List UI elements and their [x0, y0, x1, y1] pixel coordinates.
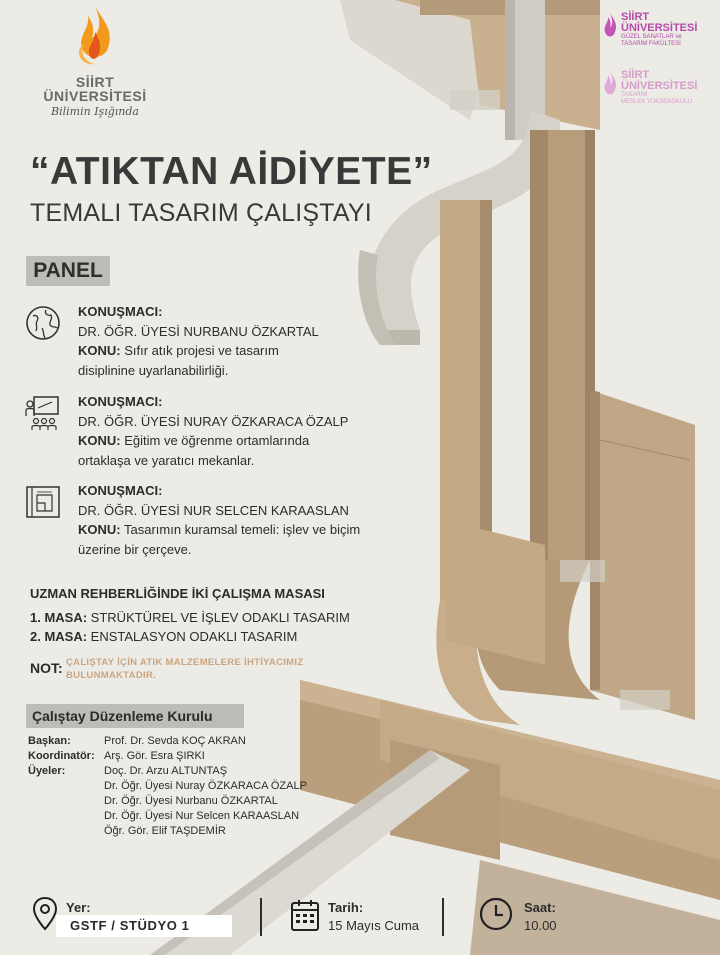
workshop-table-2	[30, 627, 297, 646]
topic-text: Eğitim ve öğrenme ortamlarında	[120, 433, 310, 448]
committee-row	[28, 764, 328, 779]
date-value: 15 Mayıs Cuma	[328, 918, 420, 933]
panel-heading: PANEL	[26, 256, 110, 286]
university-logo	[40, 4, 150, 118]
speaker-role: KONUŞMACI:	[78, 483, 163, 498]
committee-row	[28, 824, 328, 839]
footer-divider	[442, 898, 444, 936]
blueprint-icon	[24, 483, 62, 521]
classroom-icon	[24, 394, 62, 432]
speaker-role: KONUŞMACI:	[78, 304, 163, 319]
event-subtitle: TEMALI TASARIM ÇALIŞTAYI	[30, 199, 372, 227]
speaker-name: DR. ÖĞR. ÜYESİ NURBANU ÖZKARTAL	[78, 323, 319, 339]
committee-row	[28, 749, 328, 764]
flame-icon	[602, 12, 618, 40]
vocational-school-logo	[602, 70, 697, 106]
committee-member: Prof. Dr. Sevda KOÇ AKRAN	[104, 735, 246, 747]
committee-member: Dr. Öğr. Üyesi Nuray ÖZKARACA ÖZALP	[104, 780, 307, 792]
faculty-logo-sub2: TASARIM FAKÜLTESİ	[621, 40, 681, 47]
time-label: Saat:	[524, 900, 556, 915]
speaker-name: DR. ÖĞR. ÜYESİ NUR SELCEN KARAASLAN	[78, 502, 349, 518]
committee-member: Dr. Öğr. Üyesi Nurbanu ÖZKARTAL	[104, 795, 278, 807]
globe-icon	[24, 304, 62, 342]
committee-member: Öğr. Gör. Elif TAŞDEMİR	[104, 825, 226, 837]
table-text: STRÜKTÜREL VE İŞLEV ODAKLI TASARIM	[87, 610, 350, 625]
logo-line2: ÜNİVERSİTESİ	[43, 88, 147, 104]
table-label: 2. MASA:	[30, 629, 88, 644]
speaker-block	[24, 481, 404, 561]
calendar-icon	[290, 898, 320, 937]
committee-role: Üyeler:	[28, 765, 66, 777]
committee-row	[28, 794, 328, 809]
clock-icon	[478, 896, 514, 937]
topic-text-cont: üzerine bir çerçeve.	[78, 541, 192, 557]
vocational-logo-line1: SİİRT	[621, 69, 650, 81]
topic-text: Sıfır atık projesi ve tasarım	[120, 343, 279, 358]
vocational-logo-sub1: TASARIM	[621, 92, 648, 98]
location-pin-icon	[32, 896, 58, 937]
place-value: GSTF / STÜDYO 1	[56, 915, 232, 937]
flame-icon	[602, 70, 618, 98]
speaker-block	[24, 302, 404, 382]
committee-member: Doç. Dr. Arzu ALTUNTAŞ	[104, 765, 228, 777]
committee-heading: Çalıştay Düzenleme Kurulu	[26, 704, 244, 728]
table-label: 1. MASA:	[30, 610, 88, 625]
date-label: Tarih:	[328, 900, 364, 915]
topic-label: KONU:	[78, 522, 121, 537]
footer-divider	[260, 898, 262, 936]
note-text	[66, 656, 356, 682]
vocational-logo-sub2: MESLEK YÜKSEKOKULU	[621, 98, 692, 105]
table-text: ENSTALASYON ODAKLI TASARIM	[87, 629, 298, 644]
committee-member: Arş. Gör. Esra ŞIRKI	[104, 750, 205, 762]
committee-role: Başkan:	[28, 735, 71, 747]
place-label: Yer:	[66, 900, 91, 915]
topic-text-cont: disiplinine uyarlanabilirliği.	[78, 362, 229, 378]
event-title: “ATIKTAN AİDİYETE”	[30, 150, 433, 193]
note-label: NOT:	[30, 660, 63, 676]
logo-line1: SİİRT	[75, 74, 115, 90]
topic-text: Tasarımın kuramsal temeli: işlev ve biçim	[120, 522, 361, 537]
topic-label: KONU:	[78, 433, 121, 448]
committee-role: Koordinatör:	[28, 750, 95, 762]
workshop-table-1	[30, 608, 350, 627]
topic-label: KONU:	[78, 343, 121, 358]
logo-slogan: Bilimin Işığında	[51, 105, 139, 118]
committee-row	[28, 809, 328, 824]
vocational-logo-line2: ÜNİVERSİTESİ	[621, 80, 698, 92]
committee-list	[28, 734, 328, 839]
workshop-heading: UZMAN REHBERLİĞİNDE İKİ ÇALIŞMA MASASI	[30, 586, 325, 601]
time-value: 10.00	[524, 918, 557, 933]
committee-role	[28, 809, 104, 824]
committee-role	[28, 794, 104, 809]
speaker-block	[24, 392, 404, 472]
committee-role	[28, 824, 104, 839]
note-line2: BULUNMAKTADIR.	[66, 670, 157, 681]
flame-icon	[70, 4, 120, 70]
speaker-name: DR. ÖĞR. ÜYESİ NURAY ÖZKARACA ÖZALP	[78, 413, 349, 429]
speaker-role: KONUŞMACI:	[78, 394, 163, 409]
committee-role	[28, 779, 104, 794]
committee-row	[28, 734, 328, 749]
committee-row	[28, 779, 328, 794]
faculty-logo-line2: ÜNİVERSİTESİ	[621, 22, 698, 34]
note-line1: ÇALIŞTAY İÇİN ATIK MALZEMELERE İHTİYACIMIZ	[66, 657, 304, 668]
faculty-logo	[602, 12, 697, 48]
topic-text-cont: ortaklaşa ve yaratıcı mekanlar.	[78, 452, 255, 468]
faculty-logo-line1: SİİRT	[621, 11, 650, 23]
committee-member: Dr. Öğr. Üyesi Nur Selcen KARAASLAN	[104, 810, 300, 822]
faculty-logo-sub1: GÜZEL SANATLAR ve	[621, 34, 682, 40]
